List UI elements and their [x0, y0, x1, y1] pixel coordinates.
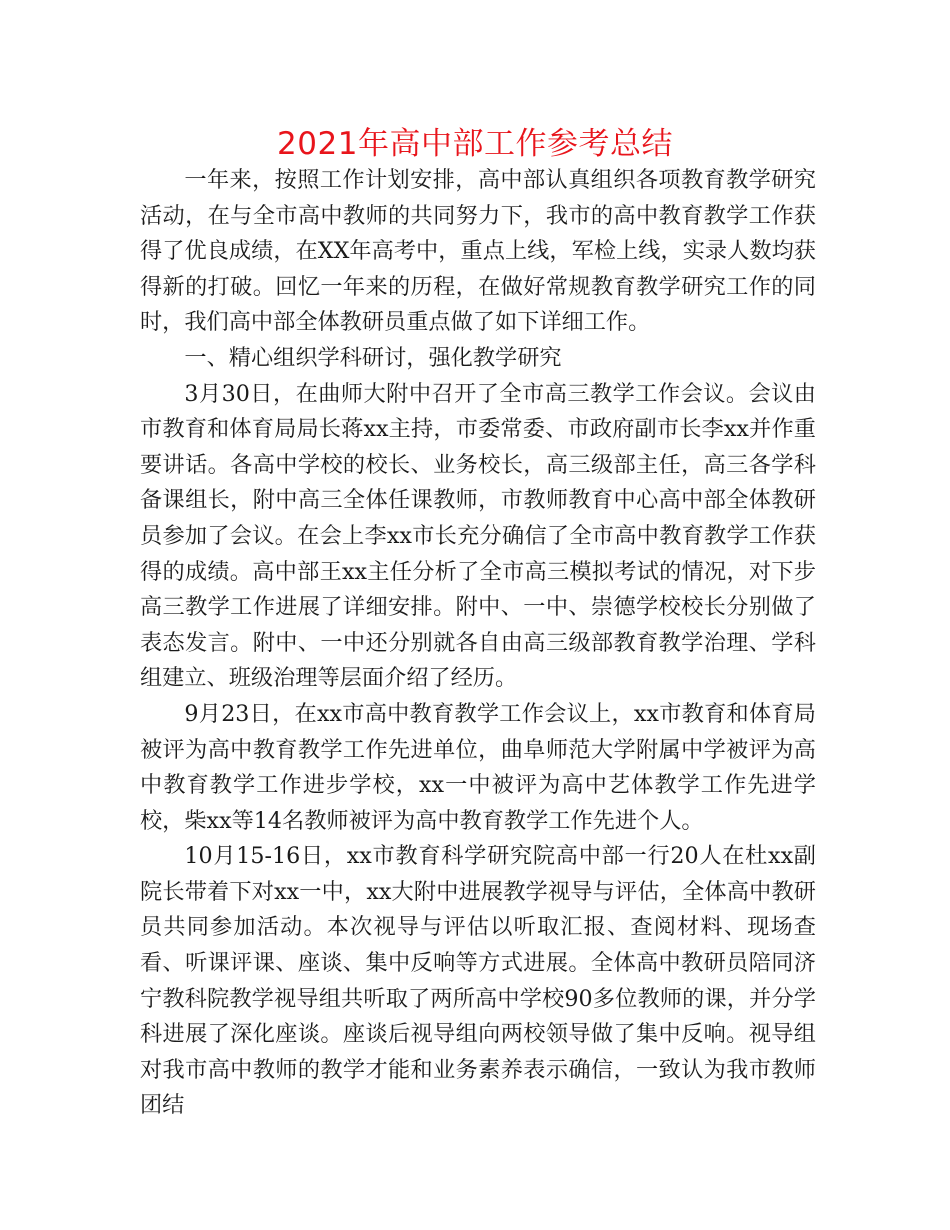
document-body — [140, 163, 816, 1124]
paragraph-march-meeting: 3月30日，在曲师大附中召开了全市高三教学工作会议。会议由市教育和体育局局长蒋xx主持，市委常委、市政府副市长李xx并作重要讲话。各高中学校的校长、业务校长，高三级部主任，高三各学科备课组长，附中高三全体任课教师，市教师教育中心高中部全体教研员参加了会议。在会上李xx市长充分确信了全市高中教育教学工作获得的成绩。高中部王xx主任分析了全市高三模拟考试的情况，对下步高三教学工作进展了详细安排。附中、一中、崇德学校校长分别做了表态发言。附中、一中还分别就各自由高三级部教育教学治理、学科组建立、班级治理等层面介绍了经历。 — [140, 380, 816, 692]
section-heading-1: 一、精心组织学科研讨，强化教学研究 — [184, 344, 562, 371]
paragraph-october-inspection: 10月15-16日，xx市教育科学研究院高中部一行20人在杜xx副院长带着下对xx一中，xx大附中进展教学视导与评估，全体高中教研员共同参加活动。本次视导与评估以听取汇报、查阅材料、现场查看、听课评课、座谈、集中反响等方式进展。全体高中教研员陪同济宁教科院教学视导组共听取了两所高中学校90多位教师的课，并分学科进展了深化座谈。座谈后视导组向两校领导做了集中反响。视导组对我市高中教师的教学才能和业务素养表示确信，一致认为我市教师团结 — [140, 843, 816, 1119]
paragraph-intro: 一年来，按照工作计划安排，高中部认真组织各项教育教学研究活动，在与全市高中教师的共同努力下，我市的高中教育教学工作获得了优良成绩，在XX年高考中，重点上线，军检上线，实录人数均获得新的打破。回忆一年来的历程，在做好常规教育教学研究工作的同时，我们高中部全体教研员重点做了如下详细工作。 — [140, 167, 816, 336]
paragraph-september-awards: 9月23日，在xx市高中教育教学工作会议上，xx市教育和体育局被评为高中教育教学工作先进单位，曲阜师范大学附属中学被评为高中教育教学工作进步学校，xx一中被评为高中艺体教学工作先进学校，柴xx等14名教师被评为高中教育教学工作先进个人。 — [140, 700, 816, 834]
document-title: 2021年高中部工作参考总结 — [277, 126, 673, 162]
